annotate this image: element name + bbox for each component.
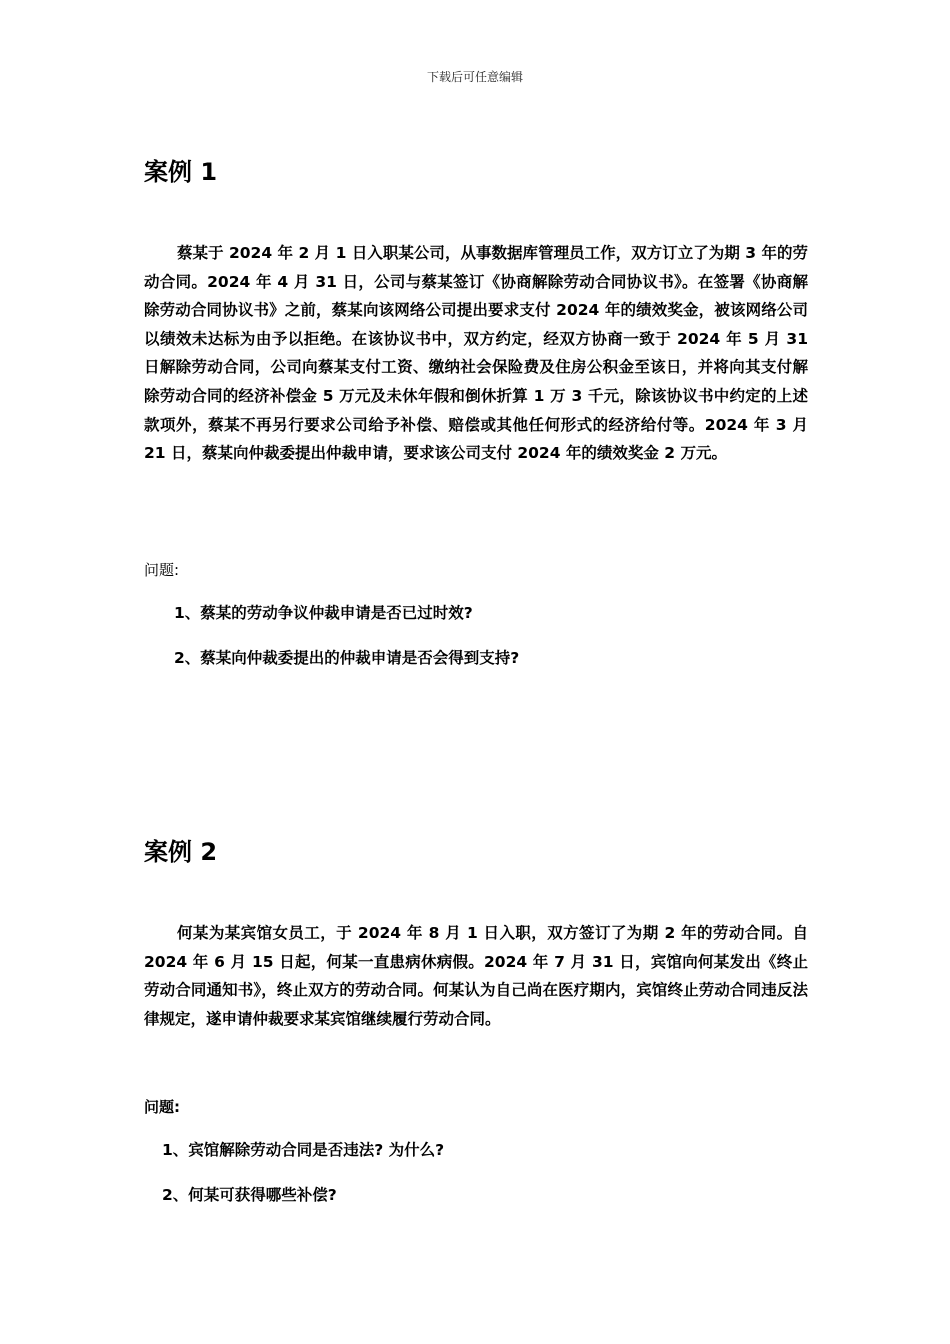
case-2-title: 案例 2 bbox=[144, 838, 218, 866]
case-1-question-label: 问题: bbox=[144, 561, 180, 579]
case-2-question-2: 2、何某可获得哪些补偿? bbox=[162, 1186, 337, 1204]
case-2-question-label: 问题: bbox=[144, 1098, 180, 1116]
header-note: 下载后可任意编辑 bbox=[426, 70, 523, 84]
case-1-title: 案例 1 bbox=[144, 158, 218, 186]
case-1-question-2: 2、蔡某向仲裁委提出的仲裁申请是否会得到支持? bbox=[174, 649, 520, 667]
case-2-paragraph: 何某为某宾馆女员工，于 2024 年 8 月 1 日入职，双方签订了为期 2 年的劳动合同。自 2024 年 6 月 15 日起，何某一直患病休病假。2024 年 7 月 31 日，宾馆向何某发出《终止劳动合同通知书》，终止双方的劳动合同。何某认为自己尚在医疗期内，宾馆终止劳动合同违反法律规定，遂申请仲裁要求某宾馆继续履行劳动合同。 bbox=[144, 924, 808, 1028]
case-2-question-1: 1、宾馆解除劳动合同是否违法? 为什么? bbox=[162, 1141, 445, 1159]
case-1-paragraph: 蔡某于 2024 年 2 月 1 日入职某公司，从事数据库管理员工作，双方订立了为期 3 年的劳动合同。2024 年 4 月 31 日，公司与蔡某签订《协商解除劳动合同协议书》。在签署《协商解除劳动合同协议书》之前，蔡某向该网络公司提出要求支付 2024 年的绩效奖金，被该网络公司以绩效未达标为由予以拒绝。在该协议书中，双方约定，经双方协商一致于 2024 年 5 月 31 日解除劳动合同，公司向蔡某支付工资、缴纳社会保险费及住房公积金至该日，并将向其支付解除劳动合同的经济补偿金 5 万元及未休年假和倒休折算 1 万 3 千元，除该协议书中约定的上述款项外，蔡某不再另行要求公司给予补偿、赔偿或其他任何形式的经济给付等。2024 年 3 月 21 日，蔡某向仲裁委提出仲裁申请，要求该公司支付 2024 年的绩效奖金 2 万元。 bbox=[144, 244, 808, 463]
case-1-question-1: 1、蔡某的劳动争议仲裁申请是否已过时效? bbox=[174, 604, 473, 622]
